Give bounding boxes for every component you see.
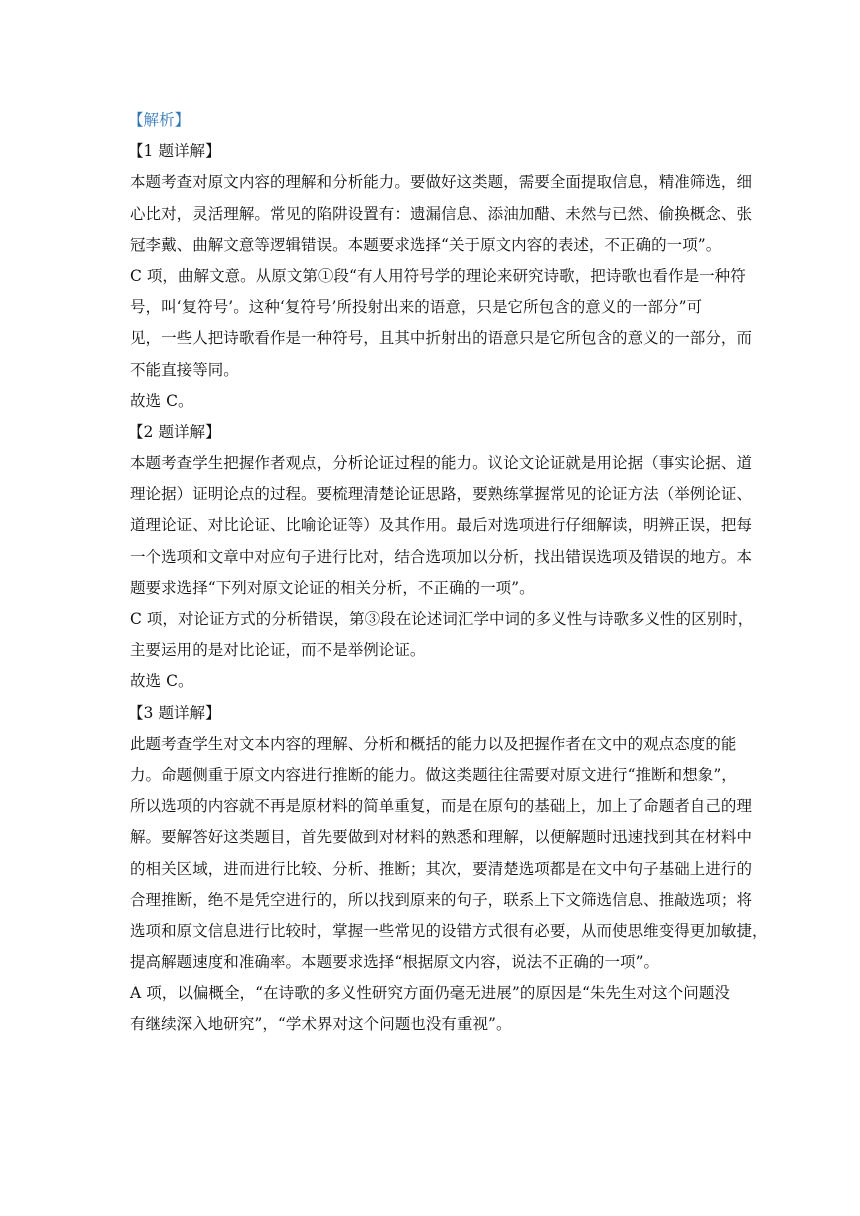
q2-line: 理论据）证明论点的过程。要梳理清楚论证思路，要熟练掌握常见的论证方法（举例论证、: [130, 485, 753, 504]
q1-line: 号，叫‘复符号’。这种‘复符号’所投射出来的语意，只是它所包含的意义的一部分”可: [130, 298, 703, 317]
analysis-label: 【解析】: [128, 111, 191, 129]
q3-line: 的相关区域，进而进行比较、分析、推断；其次，要清楚选项都是在文中句子基础上进行的: [130, 859, 753, 878]
q1-line: C 项，曲解文意。从原文第①段“有人用符号学的理论来研究诗歌，把诗歌也看作是一种符: [130, 266, 746, 285]
q1-line: 冠李戴、曲解文意等逻辑错误。本题要求选择“关于原文内容的表述，不正确的一项”。: [130, 235, 722, 254]
q2-line: 一个选项和文章中对应句子进行比对，结合选项加以分析，找出错误选项及错误的地方。本: [130, 547, 753, 566]
q3-line: 力。命题侧重于原文内容进行推断的能力。做这类题往往需要对原文进行“推断和想象”，: [130, 765, 737, 784]
q3-line: 所以选项的内容就不再是原材料的简单重复，而是在原句的基础上，加上了命题者自己的理: [130, 797, 753, 816]
q1-line: 本题考查对原文内容的理解和分析能力。要做好这类题，需要全面提取信息，精准筛选，细: [130, 173, 753, 192]
q1-line: 心比对，灵活理解。常见的陷阱设置有：遗漏信息、添油加醋、未然与已然、偷换概念、张: [130, 204, 753, 223]
q1-answer: 故选 C。: [130, 391, 194, 410]
q1-line: 不能直接等同。: [130, 360, 239, 379]
q2-line: 主要运用的是对比论证，而不是举例论证。: [130, 641, 426, 660]
q3-heading: 【3 题详解】: [128, 703, 221, 722]
q3-line: 选项和原文信息进行比较时，掌握一些常见的设错方式很有必要，从而使思维变得更加敏捷，: [130, 921, 768, 940]
q2-line: C 项，对论证方式的分析错误，第③段在论述词汇学中词的多义性与诗歌多义性的区别时，: [130, 610, 754, 628]
document-page: [128, 105, 768, 1041]
q2-line: 本题考查学生把握作者观点，分析论证过程的能力。议论文论证就是用论据（事实论据、道: [130, 454, 753, 473]
q3-line: A 项，以偏概全，“在诗歌的多义性研究方面仍毫无进展”的原因是“朱先生对这个问题没: [130, 984, 730, 1003]
q3-line: 此题考查学生对文本内容的理解、分析和概括的能力以及把握作者在文中的观点态度的能: [130, 734, 737, 753]
q1-heading: 【1 题详解】: [128, 142, 221, 161]
q3-line: 合理推断，绝不是凭空进行的，所以找到原来的句子，联系上下文筛选信息、推敲选项；将: [130, 890, 753, 909]
q2-heading: 【2 题详解】: [128, 422, 221, 441]
q2-line: 道理论证、对比论证、比喻论证等）及其作用。最后对选项进行仔细解读，明辨正误，把每: [130, 516, 753, 535]
q3-line: 解。要解答好这类题目，首先要做到对材料的熟悉和理解，以便解题时迅速找到其在材料中: [130, 828, 753, 847]
q2-line: 题要求选择“下列对原文论证的相关分析，不正确的一项”。: [130, 578, 535, 597]
q2-answer: 故选 C。: [130, 672, 194, 691]
q3-line: 有继续深入地研究”，“学术界对这个问题也没有重视”。: [130, 1015, 512, 1034]
q1-line: 见，一些人把诗歌看作是一种符号，且其中折射出的语意只是它所包含的意义的一部分，而: [130, 329, 753, 348]
q3-line: 提高解题速度和准确率。本题要求选择“根据原文内容，说法不正确的一项”。: [130, 953, 660, 972]
